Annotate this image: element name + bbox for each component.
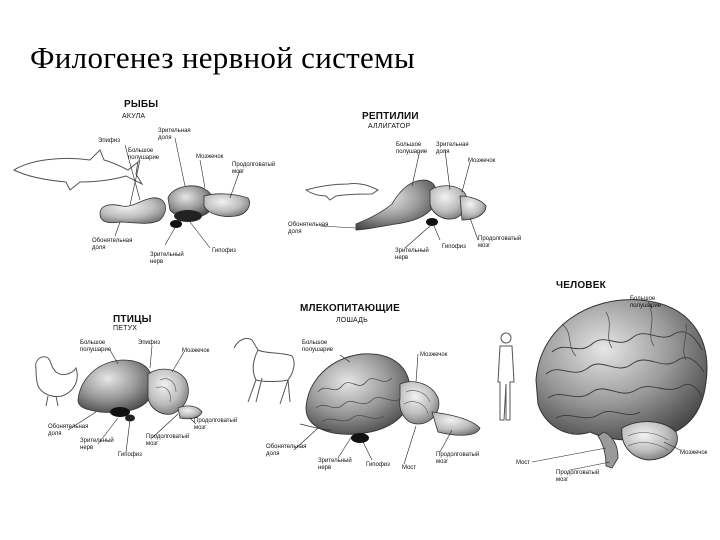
fish-label-medulla: Продолговатый мозг bbox=[232, 162, 276, 175]
mammal-heading: МЛЕКОПИТАЮЩИЕ bbox=[300, 303, 400, 314]
shark-brain bbox=[100, 186, 250, 228]
page-title: Филогенез нервной системы bbox=[30, 40, 416, 75]
mammal-species: ЛОШАДЬ bbox=[336, 317, 368, 324]
fish-label-epiphysis: Эпифиз bbox=[98, 138, 120, 144]
mammal-label-olfactory: Обонятельная доля bbox=[266, 444, 307, 457]
human-brain bbox=[536, 300, 707, 468]
fish-species: АКУЛА bbox=[122, 113, 146, 120]
mammal-label-optic-nerve: Зрительный нерв bbox=[318, 458, 352, 471]
human-label-medulla: Продолговатый мозг bbox=[556, 470, 600, 483]
rooster-silhouette bbox=[36, 357, 78, 406]
human-silhouette bbox=[498, 333, 514, 420]
reptile-label-optic-lobe: Зрительная доля bbox=[436, 142, 469, 155]
mammal-label-hypophysis: Гипофиз bbox=[366, 462, 390, 468]
alligator-brain bbox=[356, 180, 486, 230]
mammal-label-cerebellum: Мозжечок bbox=[420, 352, 448, 358]
reptile-label-hypophysis: Гипофиз bbox=[442, 244, 466, 250]
human-label-hemisphere: Большое полушарие bbox=[630, 296, 662, 309]
reptile-label-olfactory: Обонятельная доля bbox=[288, 222, 329, 235]
alligator-silhouette bbox=[306, 183, 378, 200]
bird-heading: ПТИЦЫ bbox=[113, 314, 152, 325]
bird-label-cerebellum: Мозжечок bbox=[182, 348, 210, 354]
bird-label-hemisphere: Большое полушарие bbox=[80, 340, 112, 353]
rooster-brain bbox=[78, 360, 202, 422]
human-heading: ЧЕЛОВЕК bbox=[556, 280, 606, 291]
fish-heading: РЫБЫ bbox=[124, 99, 159, 110]
bird-label-medulla-left: Продолговатый мозг bbox=[146, 434, 190, 447]
reptile-species: АЛЛИГАТОР bbox=[368, 123, 411, 130]
reptile-label-medulla: Продолговатый мозг bbox=[478, 236, 522, 249]
bird-label-medulla: Продолговатый мозг bbox=[194, 418, 238, 431]
reptile-label-cerebellum: Мозжечок bbox=[468, 158, 496, 164]
horse-silhouette bbox=[234, 338, 294, 404]
mammal-label-medulla: Продолговатый мозг bbox=[436, 452, 480, 465]
human-label-cerebellum: Мозжечок bbox=[680, 450, 708, 456]
fish-label-cerebellum: Мозжечок bbox=[196, 154, 224, 160]
fish-label-olfactory: Обонятельная доля bbox=[92, 238, 133, 251]
bird-species: ПЕТУХ bbox=[113, 325, 138, 332]
bird-label-hypophysis: Гипофиз bbox=[118, 452, 142, 458]
fish-label-hypophysis: Гипофиз bbox=[212, 248, 236, 254]
bird-label-epiphysis: Эпифиз bbox=[138, 340, 160, 346]
bird-label-olfactory: Обонятельная доля bbox=[48, 424, 89, 437]
mammal-label-hemisphere: Большое полушарие bbox=[302, 340, 334, 353]
horse-brain bbox=[300, 354, 480, 443]
shark-silhouette bbox=[14, 150, 142, 190]
reptile-label-optic-nerve: Зрительный нерв bbox=[395, 248, 429, 261]
fish-label-optic-lobe: Зрительная доля bbox=[158, 128, 191, 141]
human-label-pons: Мост bbox=[516, 460, 531, 466]
bird-label-optic-nerve: Зрительный нерв bbox=[80, 438, 114, 451]
fish-label-optic-nerve: Зрительный нерв bbox=[150, 252, 184, 265]
reptile-label-hemisphere: Большое полушарие bbox=[396, 142, 428, 155]
mammal-label-pons: Мост bbox=[402, 465, 417, 471]
fish-label-hemisphere: Большое полушарие bbox=[128, 148, 160, 161]
reptile-heading: РЕПТИЛИИ bbox=[362, 111, 419, 122]
